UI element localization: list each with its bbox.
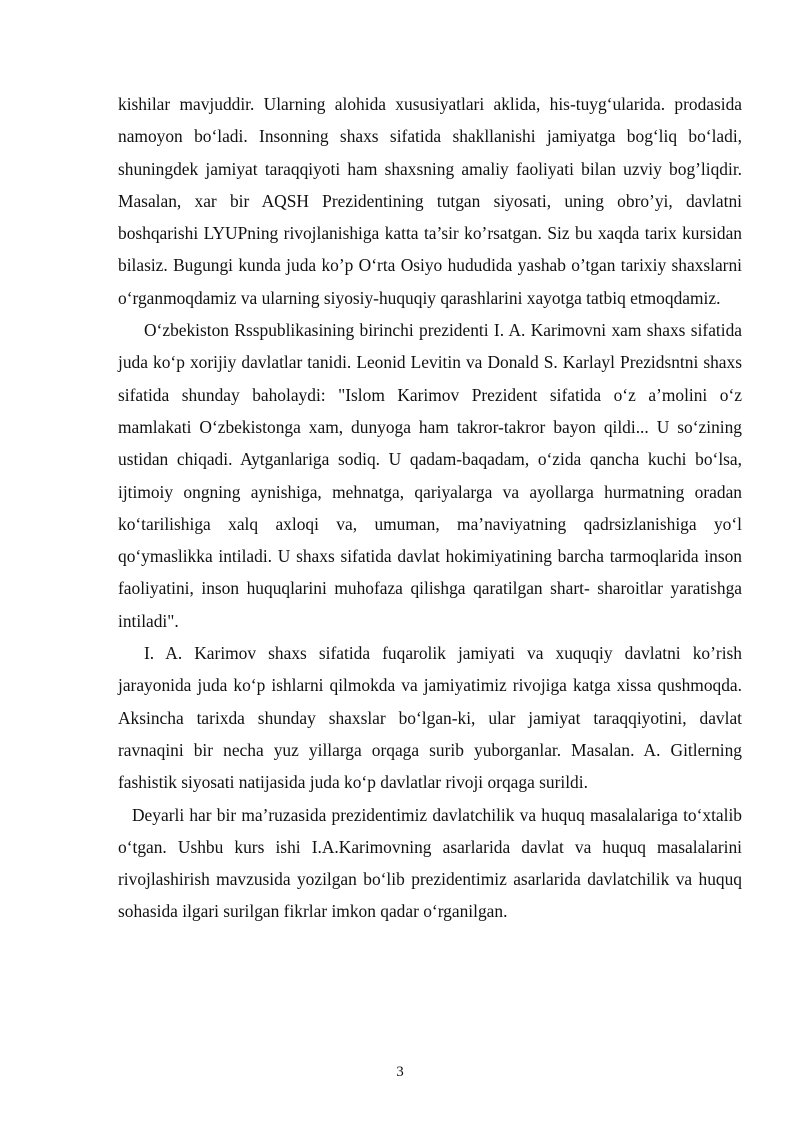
paragraph-1: kishilar mavjuddir. Ularning alohida xususiyatlari aklida, his-tuyg‘ularida. prodasida namoyon bo‘ladi. Insonning shaxs sifatida shakllanishi jamiyatga bog‘liq bo‘ladi, shuningdek jamiyat taraqqiyoti ham shaxsning amaliy faoliyati bilan uzviy bog’liqdir. Masalan, xar bir AQSH Prezidentining tutgan siyosati, uning obro’yi, davlatni boshqarishi LYUPning rivojlanishiga katta ta’sir ko’rsatgan. Siz bu xaqda tarix kursidan bilasiz. Bugungi kunda juda ko’p O‘rta Osiyo hududida yashab o’tgan tarixiy shaxslarni o‘rganmoqdamiz va ularning siyosiy-huquqiy qarashlarini xayotga tatbiq etmoqdamiz. <box>118 94 742 308</box>
paragraph-4: Deyarli har bir ma’ruzasida prezidentimiz davlatchilik va huquq masalalariga to‘xtalib o‘tgan. Ushbu kurs ishi I.A.Karimovning asarlarida davlat va huquq masalalarini rivojlashirish mavzusida yozilgan bo‘lib prezidentimiz asarlarida davlatchilik va huquq sohasida ilgari surilgan fikrlar imkon qadar o‘rganilgan. <box>118 804 742 922</box>
paragraph-2: O‘zbekiston Rsspublikasining birinchi prezidenti I. A. Karimovni xam shaxs sifatida juda ko‘p xorijiy davlatlar tanidi. Leonid Levitin va Donald S. Karlayl Prezidsntni shaxs sifatida shunday baholaydi: "Islom Karimov Prezident sifatida o‘z a’molini o‘z mamlakati O‘zbekistonga xam, dunyoga ham takror-takror bayon qildi... U so‘zining ustidan chiqadi. Aytganlariga sodiq. U qadam-baqadam, o‘zida qancha kuchi bo‘lsa, ijtimoiy ongning aynishiga, mehnatga, qariyalarga va ayollarga hurmatning oradan ko‘tarilishiga xalq axloqi va, umuman, ma’naviyatning qadrsizlanishiga yo‘l qo‘ymaslikka intiladi. U shaxs sifatida davlat hokimiyatining barcha tarmoqlarida inson faoliyatini, inson huquqlarini muhofaza qilishga qaratilgan shart- sharoitlar yaratishga intiladi". <box>118 320 742 631</box>
page-number: 3 <box>396 1064 404 1080</box>
body-text <box>118 88 742 928</box>
paragraph-3: I. A. Karimov shaxs sifatida fuqarolik jamiyati va xuquqiy davlatni ko’rish jarayonida juda ko‘p ishlarni qilmokda va jamiyatimiz rivojiga katga xissa qushmoqda. Aksincha tarixda shunday shaxslar bo‘lgan-ki, ular jamiyat taraqqiyotini, davlat ravnaqini bir necha yuz yillarga orqaga surib yuborganlar. Masalan. A. Gitlerning fashistik siyosati natijasida juda ko‘p davlatlar rivoji orqaga surildi. <box>118 643 742 793</box>
